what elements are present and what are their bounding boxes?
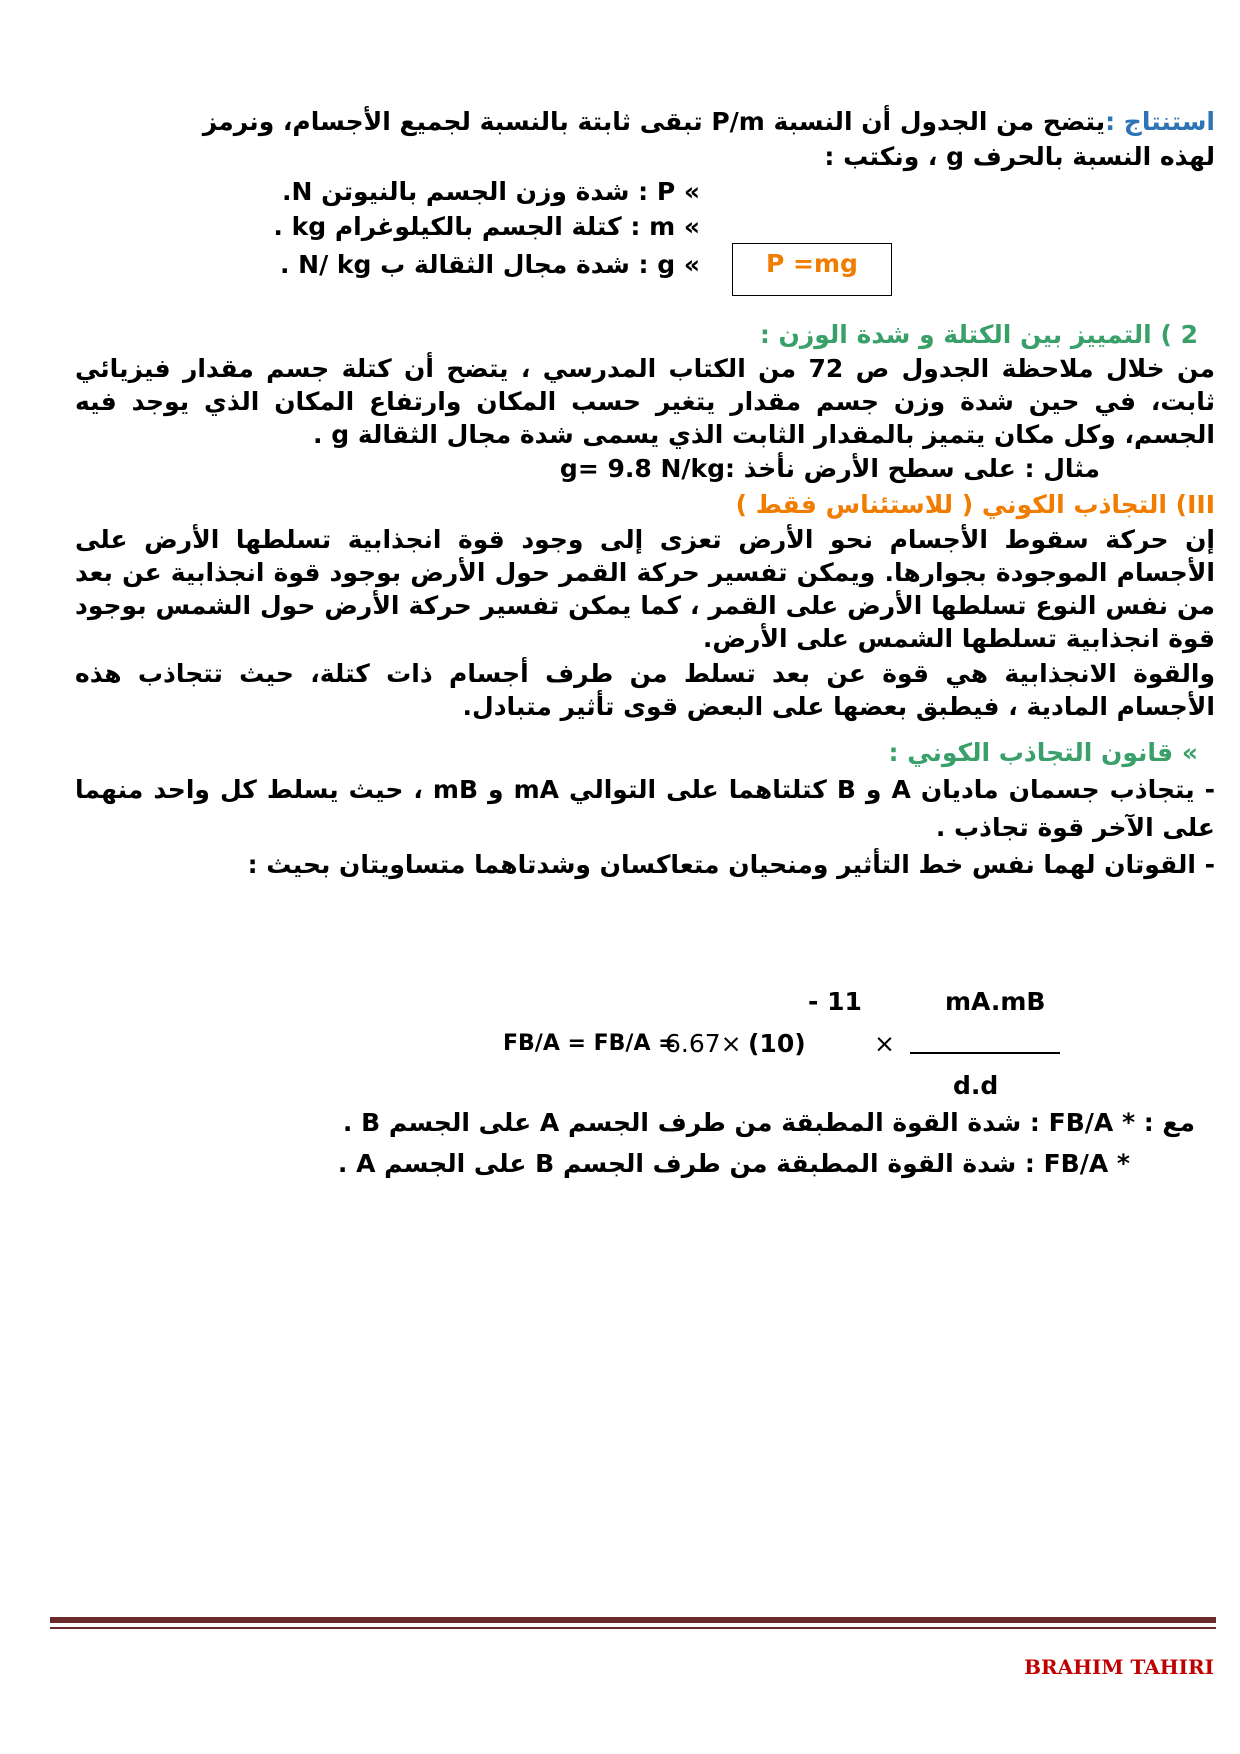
footer-rule-thin (50, 1627, 1216, 1629)
equation-ten: (10) (748, 1029, 806, 1058)
definition-p: » P : شدة وزن الجسم بالنيوتن N. (281, 177, 700, 206)
section-2-heading: 2 ) التمييز بين الكتلة و شدة الوزن : (759, 320, 1198, 349)
footer-author: BRAHIM TAHIRI (1024, 1655, 1214, 1679)
section-2-paragraph: من خلال ملاحظة الجدول ص 72 من الكتاب المدرسي ، يتضح أن كتلة جسم مقدار فيزيائي ثابت، في حين شدة وزن جسم مقدار يتغير حسب المكان وارتفاع المكان الذي يوجد فيه الجسم، وكل مكان يتميز بالمقدار الثابت الذي يسمى شدة مجال الثقالة g . (75, 354, 1215, 449)
section-3-paragraph-2: والقوة الانجذابية هي قوة عن بعد تسلط من طرف أجسام ذات كتلة، حيث تتجاذب هذه الأجسام المادية ، فيطبق بعضها على البعض قوى تأثير متبادل. (75, 659, 1215, 721)
section-3-paragraph-1: إن حركة سقوط الأجسام نحو الأرض تعزى إلى وجود قوة انجذابية تسلطها الأرض على الأجسام الموجودة بجوارها. ويمكن تفسير حركة القمر حول الأرض بوجود قوة انجذابية عن بعد من نفس النوع تسلطها الأرض على القمر ، كما يمكن تفسير حركة الأرض حول الشمس بوجود قوة انجذابية تسلطها الشمس على الأرض. (75, 525, 1215, 653)
fraction-bar (910, 1052, 1060, 1054)
equation-numerator: mA.mB (945, 987, 1046, 1016)
conclusion-label: استنتاج : (1105, 107, 1215, 136)
equation-denominator: d.d (953, 1071, 999, 1100)
conclusion-line-1 (203, 105, 1215, 139)
law-statement-1: - يتجاذب جسمان ماديان A و B كتلتاهما على التوالي mA و mB ، حيث يسلط كل واحد منهما على الآخر قوة تجاذب . (75, 775, 1216, 842)
section-2-example: مثال : على سطح الأرض نأخذ :g= 9.8 N/kg (559, 454, 1100, 483)
law-heading: » قانون التجاذب الكوني : (888, 738, 1198, 767)
where-line-2: * FB/A : شدة القوة المطبقة من طرف الجسم B على الجسم A . (337, 1149, 1130, 1178)
conclusion-line-2: لهذه النسبة بالحرف g ، ونكتب : (824, 142, 1215, 171)
definition-m: » m : كتلة الجسم بالكيلوغرام kg . (273, 212, 700, 241)
conclusion-text-1: يتضح من الجدول أن النسبة P/m تبقى ثابتة بالنسبة لجميع الأجسام، ونرمز (202, 107, 1106, 136)
footer-rule-thick (50, 1617, 1216, 1623)
equation-lhs: FB/A = FB/A = (503, 1031, 677, 1056)
equation-exponent: - 11 (808, 987, 862, 1016)
equation-times: × (874, 1029, 895, 1058)
formula-box: P =mg (732, 243, 892, 296)
where-line-1: مع : * FB/A : شدة القوة المطبقة من طرف الجسم A على الجسم B . (342, 1108, 1195, 1137)
definition-g: » g : شدة مجال الثقالة ب N/ kg . (279, 250, 700, 279)
law-statement-2: - القوتان لهما نفس خط التأثير ومنحيان متعاكسان وشدتاهما متساويتان بحيث : (247, 850, 1215, 879)
equation-constant: 6.67× (665, 1029, 742, 1058)
section-3-heading: III) التجاذب الكوني ( للاستئناس فقط ) (735, 490, 1215, 519)
